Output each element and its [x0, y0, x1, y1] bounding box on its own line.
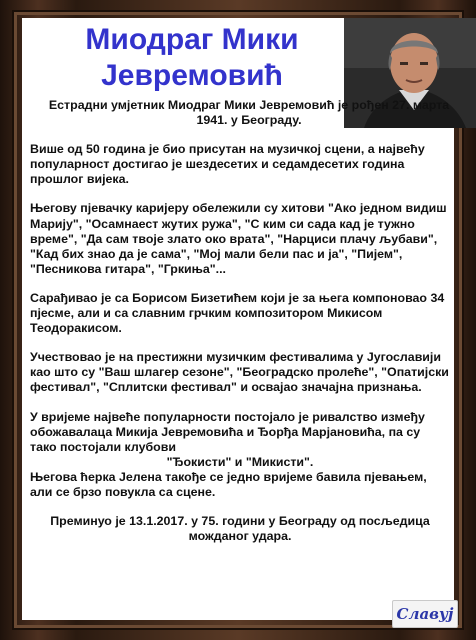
paragraph-collaboration: Сарађивао је са Борисом Бизетићем који је за њега компоновао 34 пјесме, али и са славним грчким композитором Микисом Теодоракисом.: [30, 290, 445, 336]
paragraph-hits: Његову пјевачку каријеру обележили су хитови "Ако једном видиш Марију", "Осамнаест жутих ружа", "С ким си сада кад је тужно време", "Да сам твоје злато око врата", "Нарциси плачу љубави", "Кад бих знао да је сама", "Мој мали бели пас и ја", "Пијем", "Песникова гитара", "Гркиња"...: [30, 201, 447, 276]
signature-badge: Славуј: [392, 600, 458, 628]
paragraph-death: Преминуо је 13.1.2017. у 75. години у Београду од посљедица можданог удара.: [50, 514, 430, 544]
title-line-2: Јевремовић: [101, 59, 283, 92]
article-body: [30, 98, 450, 558]
paragraph-intro: Естрадни умјетник Миодраг Мики Јевремовић је рођен 27. марта 1941. у Београду.: [48, 98, 450, 128]
paragraph-career: Више од 50 година је био присутан на музичкој сцени, а највећу популарност достигао је шездесетих и седамдесетих година прошлог вијека.: [30, 142, 425, 187]
page-title: [42, 22, 342, 94]
paragraph-daughter: Његова ћерка Јелена такође се једно вријеме бавила пјевањем, али се брзо повукла са сцене.: [30, 469, 427, 499]
paragraph-festivals: Учествовао је на престижни музичким фестивалима у Југославији као што су "Ваш шлагер сезоне", "Београдско пролеће", "Опатијски фестивал", "Сплитски фестивал" и освајао значајна признања.: [30, 350, 449, 395]
paragraph-clubs: "Ђокисти" и "Микисти".: [166, 454, 314, 469]
paragraph-rivalry: У вријеме највеће популарности постојало је ривалство између обожавалаца Микија Јевремовића и Ђорђа Марјановића, па су тако постојали клубови: [30, 409, 425, 454]
title-line-1: Миодраг Мики: [85, 23, 299, 56]
